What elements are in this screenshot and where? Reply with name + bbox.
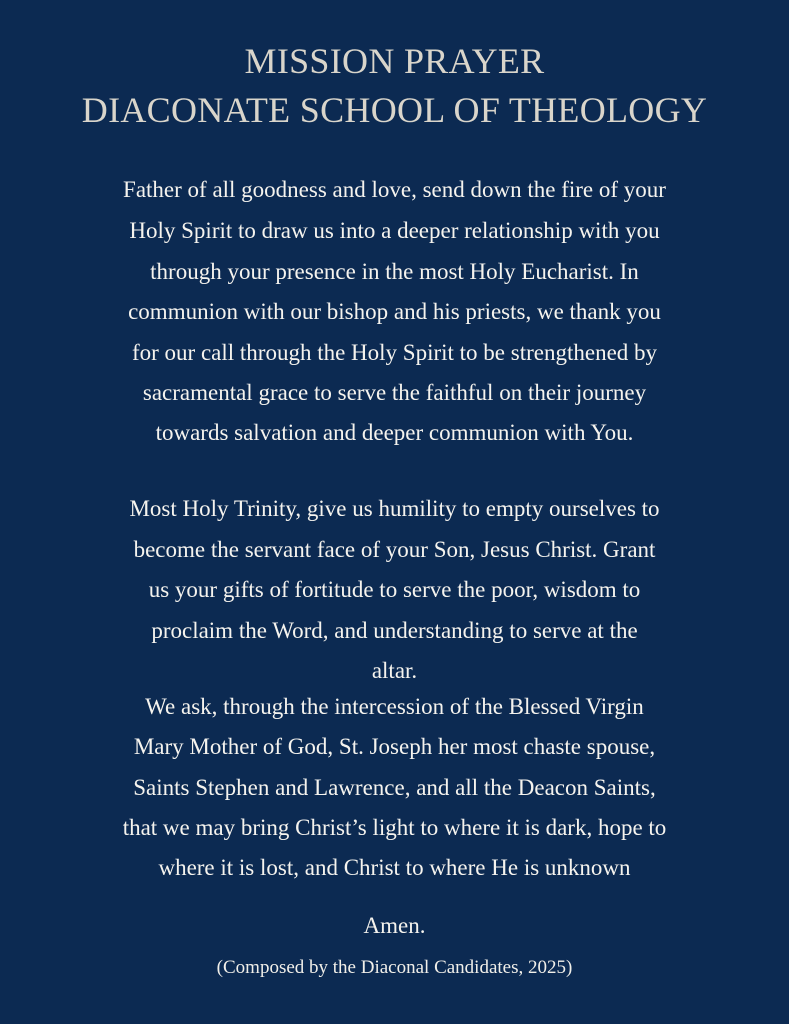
prayer-line: Holy Spirit to draw us into a deeper relationship with you [129,218,660,243]
title-line-2: DIACONATE SCHOOL OF THEOLOGY [81,90,708,130]
title-line-1: MISSION PRAYER [244,41,545,81]
prayer-line: sacramental grace to serve the faithful on their journey [142,380,647,405]
prayer-line: Saints Stephen and Lawrence, and all the Deacon Saints, [133,775,656,800]
prayer-line: towards salvation and deeper communion with You. [155,420,634,445]
prayer-line: where it is lost, and Christ to where He is unknown [158,855,631,880]
composition-credit: (Composed by the Diaconal Candidates, 2025) [216,957,573,978]
prayer-line: Mary Mother of God, St. Joseph her most chaste spouse, [133,734,656,759]
prayer-line: altar. [371,658,418,683]
prayer-line: through your presence in the most Holy Eucharist. In [150,259,639,284]
prayer-line: proclaim the Word, and understanding to serve at the [151,618,638,643]
prayer-line: that we may bring Christ’s light to where it is dark, hope to [122,815,667,840]
prayer-line: us your gifts of fortitude to serve the poor, wisdom to [148,577,641,602]
amen-text: Amen. [363,913,426,938]
prayer-line: Most Holy Trinity, give us humility to empty ourselves to [129,496,660,521]
prayer-line: Father of all goodness and love, send down the fire of your [123,177,666,202]
prayer-line: become the servant face of your Son, Jesus Christ. Grant [133,537,656,562]
prayer-line: for our call through the Holy Spirit to be strengthened by [131,340,658,365]
prayer-line: communion with our bishop and his priests, we thank you [128,299,661,324]
prayer-line: We ask, through the intercession of the Blessed Virgin [145,694,644,719]
